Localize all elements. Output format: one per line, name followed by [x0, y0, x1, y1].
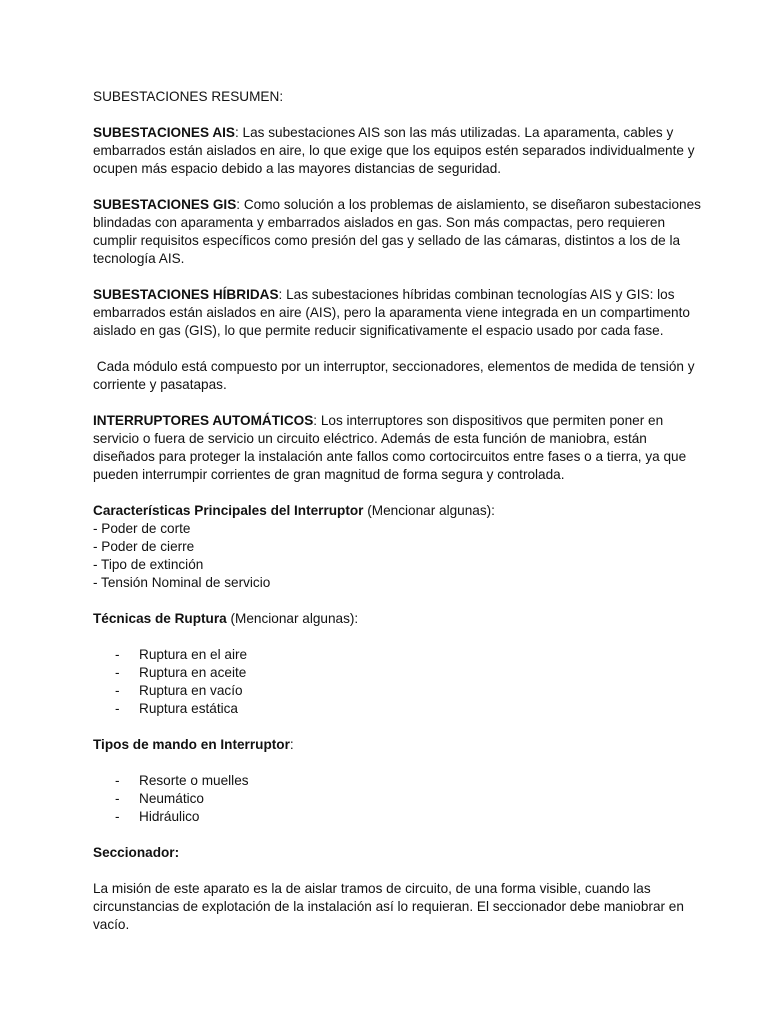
dash-bullet: - — [115, 665, 120, 680]
list-item: - Tensión Nominal de servicio — [93, 575, 271, 590]
paragraph-modulo: Cada módulo está compuesto por un interruptor, seccionadores, elementos de medida de tensión y corriente y pasatapas. — [93, 359, 699, 392]
dash-bullet: - — [115, 683, 120, 698]
mando-heading-line — [93, 736, 708, 754]
paragraph-seccionador: La misión de este aparato es la de aislar tramos de circuito, de una forma visible, cuando las circunstancias de explotación de la instalación así lo requieran. El seccionador debe maniobrar en vacío. — [93, 881, 684, 932]
list-item-text: Neumático — [139, 791, 204, 806]
document-title: SUBESTACIONES RESUMEN: — [93, 89, 284, 104]
dash-bullet: - — [115, 647, 120, 662]
paragraph-gis — [93, 196, 708, 268]
list-item — [93, 808, 708, 826]
heading-ais: SUBESTACIONES AIS — [93, 125, 235, 140]
tecnicas-section — [93, 610, 708, 718]
list-item — [93, 664, 708, 682]
paragraph-ais — [93, 124, 708, 178]
list-item-text: Ruptura en vacío — [139, 683, 243, 698]
seccionador-heading — [93, 844, 708, 862]
list-item — [93, 646, 708, 664]
list-item: - Tipo de extinción — [93, 557, 204, 572]
heading-mando: Tipos de mando en Interruptor — [93, 737, 290, 752]
dash-bullet: - — [115, 791, 120, 806]
text-gis: : Como solución a los problemas de aislamiento, se diseñaron subestaciones blindadas con aparamenta y embarrados aislados en gas. Son más compactas, pero requieren cumplir requisitos específicos como presión del gas y sellado de las cámaras, distintos a los de la tecnología AIS. — [93, 197, 701, 266]
text-interruptores: : Los interruptores son dispositivos que permiten poner en servicio o fuera de servicio un circuito eléctrico. Además de esta función de maniobra, están diseñados para proteger la instalación ante fallos como cortocircuitos entre fases o a tierra, ya que pueden interrumpir corrientes de gran magnitud de forma segura y controlada. — [93, 413, 687, 482]
heading-gis: SUBESTACIONES GIS — [93, 197, 237, 212]
dash-bullet: - — [115, 809, 120, 824]
paragraph-hibridas — [93, 286, 708, 340]
heading-tecnicas: Técnicas de Ruptura — [93, 611, 227, 626]
dash-bullet: - — [115, 773, 120, 788]
heading-interruptores: INTERRUPTORES AUTOMÁTICOS — [93, 413, 314, 428]
list-item-text: Ruptura en aceite — [139, 665, 247, 680]
heading-caracteristicas: Características Principales del Interruptor — [93, 503, 364, 518]
text-hibridas: : Las subestaciones híbridas combinan tecnologías AIS y GIS: los embarrados están aislados en aire (AIS), pero la aparamenta viene integrada en un compartimento aislado en gas (GIS), lo que permite reducir significativamente el espacio usado por cada fase. — [93, 287, 690, 338]
tecnicas-list — [93, 646, 708, 718]
heading-seccionador: Seccionador: — [93, 845, 180, 860]
list-item-text: Ruptura en el aire — [139, 647, 248, 662]
note-mando: : — [289, 737, 294, 752]
list-item-text: Ruptura estática — [139, 701, 238, 716]
list-item — [93, 772, 708, 790]
list-item-text: Hidráulico — [139, 809, 200, 824]
caracteristicas-heading-line — [93, 502, 708, 520]
tecnicas-heading-line — [93, 610, 708, 628]
note-tecnicas: (Mencionar algunas): — [226, 611, 359, 626]
list-item — [93, 682, 708, 700]
list-item — [93, 700, 708, 718]
list-item: - Poder de cierre — [93, 539, 195, 554]
list-item-text: Resorte o muelles — [139, 773, 249, 788]
caracteristicas-section — [93, 502, 708, 592]
dash-bullet: - — [115, 701, 120, 716]
paragraph-interruptores — [93, 412, 708, 484]
list-item: - Poder de corte — [93, 521, 191, 536]
list-item — [93, 790, 708, 808]
heading-hibridas: SUBESTACIONES HÍBRIDAS — [93, 287, 279, 302]
note-caracteristicas: (Mencionar algunas): — [363, 503, 495, 518]
text-ais: : Las subestaciones AIS son las más utilizadas. La aparamenta, cables y embarrados están aislados en aire, lo que exige que los equipos estén separados individualmente y ocupen más espacio debido a las mayores distancias de seguridad. — [93, 125, 695, 176]
mando-section — [93, 736, 708, 826]
mando-list — [93, 772, 708, 826]
